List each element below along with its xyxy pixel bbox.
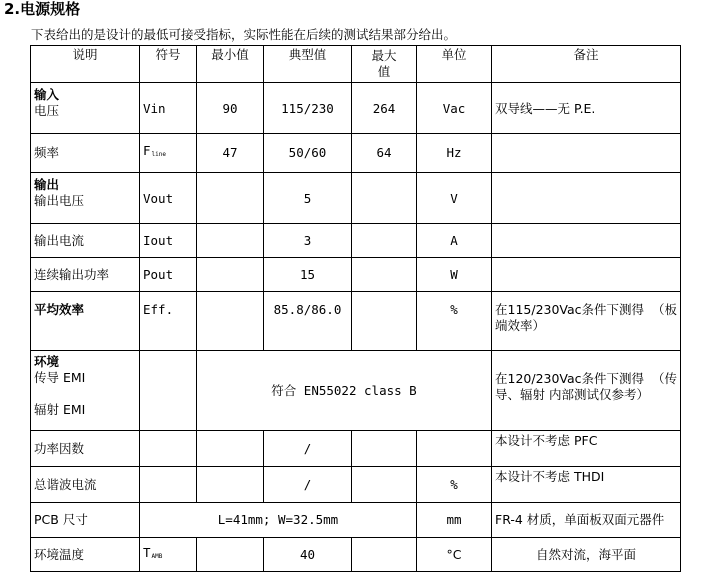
min-cell — [197, 173, 264, 224]
header-note: 备注 — [492, 46, 681, 83]
desc-cell — [31, 351, 140, 431]
max-cell — [352, 173, 417, 224]
typ-cell: 15 — [264, 258, 352, 292]
desc-output-current: 输出电流 — [31, 224, 140, 258]
symbol-main: T — [143, 544, 151, 560]
typ-cell: / — [264, 467, 352, 503]
unit-cell: % — [417, 467, 492, 503]
min-cell — [197, 258, 264, 292]
header-symbol: 符号 — [140, 46, 197, 83]
note-cell — [492, 292, 681, 351]
note-text: 在120/230Vac条件下测得 — [495, 371, 645, 386]
emi-spec-cell: 符合 EN55022 class B — [197, 351, 492, 431]
header-typ: 典型值 — [264, 46, 352, 83]
max-cell: 264 — [352, 83, 417, 134]
header-desc: 说明 — [31, 46, 140, 83]
desc-ambient: 环境温度 — [31, 538, 140, 572]
symbol-cell — [140, 351, 197, 431]
note-line: 导、辐射 内部测试仅参考） — [495, 387, 649, 402]
min-cell — [197, 431, 264, 467]
table-row — [31, 503, 681, 538]
unit-cell: mm — [417, 503, 492, 538]
desc-input-voltage: 电压 — [34, 103, 60, 118]
category-output: 输出 — [34, 177, 60, 192]
desc-pcb: PCB 尺寸 — [31, 503, 140, 538]
min-cell: 90 — [197, 83, 264, 134]
unit-cell: A — [417, 224, 492, 258]
note-line — [495, 302, 677, 318]
max-cell — [352, 258, 417, 292]
unit-cell: °C — [417, 538, 492, 572]
desc-power-factor: 功率因数 — [31, 431, 140, 467]
note-cell — [492, 258, 681, 292]
table-row — [31, 292, 681, 351]
desc-output-voltage: 输出电压 — [34, 193, 85, 208]
symbol-cell — [140, 134, 197, 173]
note-ambient: 自然对流，海平面 — [492, 538, 681, 572]
typ-cell: / — [264, 431, 352, 467]
header-unit: 单位 — [417, 46, 492, 83]
header-max — [352, 46, 417, 83]
typ-cell: 85.8/86.0 — [264, 292, 352, 351]
symbol-main: F — [143, 143, 151, 158]
category-environment: 环境 — [34, 354, 60, 369]
symbol-cell — [140, 467, 197, 503]
unit-cell: W — [417, 258, 492, 292]
header-min: 最小值 — [197, 46, 264, 83]
desc-thd: 总谐波电流 — [31, 467, 140, 503]
min-cell — [197, 224, 264, 258]
table-row — [31, 431, 681, 467]
max-cell — [352, 224, 417, 258]
desc-cell — [31, 173, 140, 224]
note-thd: 本设计不考虑 THDI — [492, 467, 681, 503]
note-line: 端效率） — [495, 318, 546, 333]
unit-cell: Vac — [417, 83, 492, 134]
symbol-cell: Vout — [140, 173, 197, 224]
spec-table — [30, 45, 681, 572]
header-row — [31, 46, 681, 83]
symbol-cell: Pout — [140, 258, 197, 292]
desc-efficiency: 平均效率 — [31, 292, 140, 351]
category-input: 输入 — [34, 87, 60, 102]
note-cell — [492, 173, 681, 224]
max-cell — [352, 467, 417, 503]
table-row — [31, 224, 681, 258]
symbol-cell: Eff. — [140, 292, 197, 351]
unit-cell: % — [417, 292, 492, 351]
min-cell — [197, 467, 264, 503]
header-max-line1: 最大 — [371, 48, 397, 63]
unit-cell — [417, 431, 492, 467]
min-cell — [197, 538, 264, 572]
table-row — [31, 538, 681, 572]
note-line — [495, 371, 677, 387]
symbol-cell — [140, 431, 197, 467]
note-text: （板 — [651, 302, 677, 317]
note-cell — [492, 351, 681, 431]
max-cell — [352, 292, 417, 351]
note-power-factor: 本设计不考虑 PFC — [492, 431, 681, 467]
symbol-sub: line — [151, 151, 166, 158]
table-row — [31, 351, 681, 431]
note-cell — [492, 134, 681, 173]
typ-cell: 50/60 — [264, 134, 352, 173]
note-text: 在115/230Vac条件下测得 — [495, 302, 645, 317]
typ-cell: 115/230 — [264, 83, 352, 134]
typ-cell: 40 — [264, 538, 352, 572]
intro-text: 下表给出的是设计的最低可接受指标，实际性能在后续的测试结果部分给出。 — [31, 27, 457, 42]
table-row — [31, 467, 681, 503]
unit-cell: Hz — [417, 134, 492, 173]
typ-cell: 3 — [264, 224, 352, 258]
desc-output-power: 连续输出功率 — [31, 258, 140, 292]
desc-conducted-emi: 传导 EMI — [34, 370, 86, 385]
symbol-cell: Vin — [140, 83, 197, 134]
max-cell: 64 — [352, 134, 417, 173]
header-max-line2: 值 — [377, 64, 391, 79]
symbol-sub: AMB — [151, 552, 163, 560]
min-cell — [197, 292, 264, 351]
desc-cell — [31, 83, 140, 134]
note-cell — [492, 224, 681, 258]
note-cell: 双导线——无 P.E. — [492, 83, 681, 134]
pcb-spec-cell: L=41mm; W=32.5mm — [140, 503, 417, 538]
max-cell — [352, 431, 417, 467]
table-row — [31, 173, 681, 224]
symbol-cell — [140, 538, 197, 572]
table-row — [31, 83, 681, 134]
note-text: （传 — [651, 371, 677, 386]
symbol-cell: Iout — [140, 224, 197, 258]
max-cell — [352, 538, 417, 572]
desc-radiated-emi: 辐射 EMI — [34, 402, 86, 417]
desc-input-frequency: 频率 — [31, 134, 140, 173]
section-heading: 2.电源规格 — [4, 0, 81, 18]
table-row — [31, 258, 681, 292]
note-pcb: FR-4 材质，单面板双面元器件 — [492, 503, 681, 538]
typ-cell: 5 — [264, 173, 352, 224]
unit-cell: V — [417, 173, 492, 224]
min-cell: 47 — [197, 134, 264, 173]
table-row — [31, 134, 681, 173]
